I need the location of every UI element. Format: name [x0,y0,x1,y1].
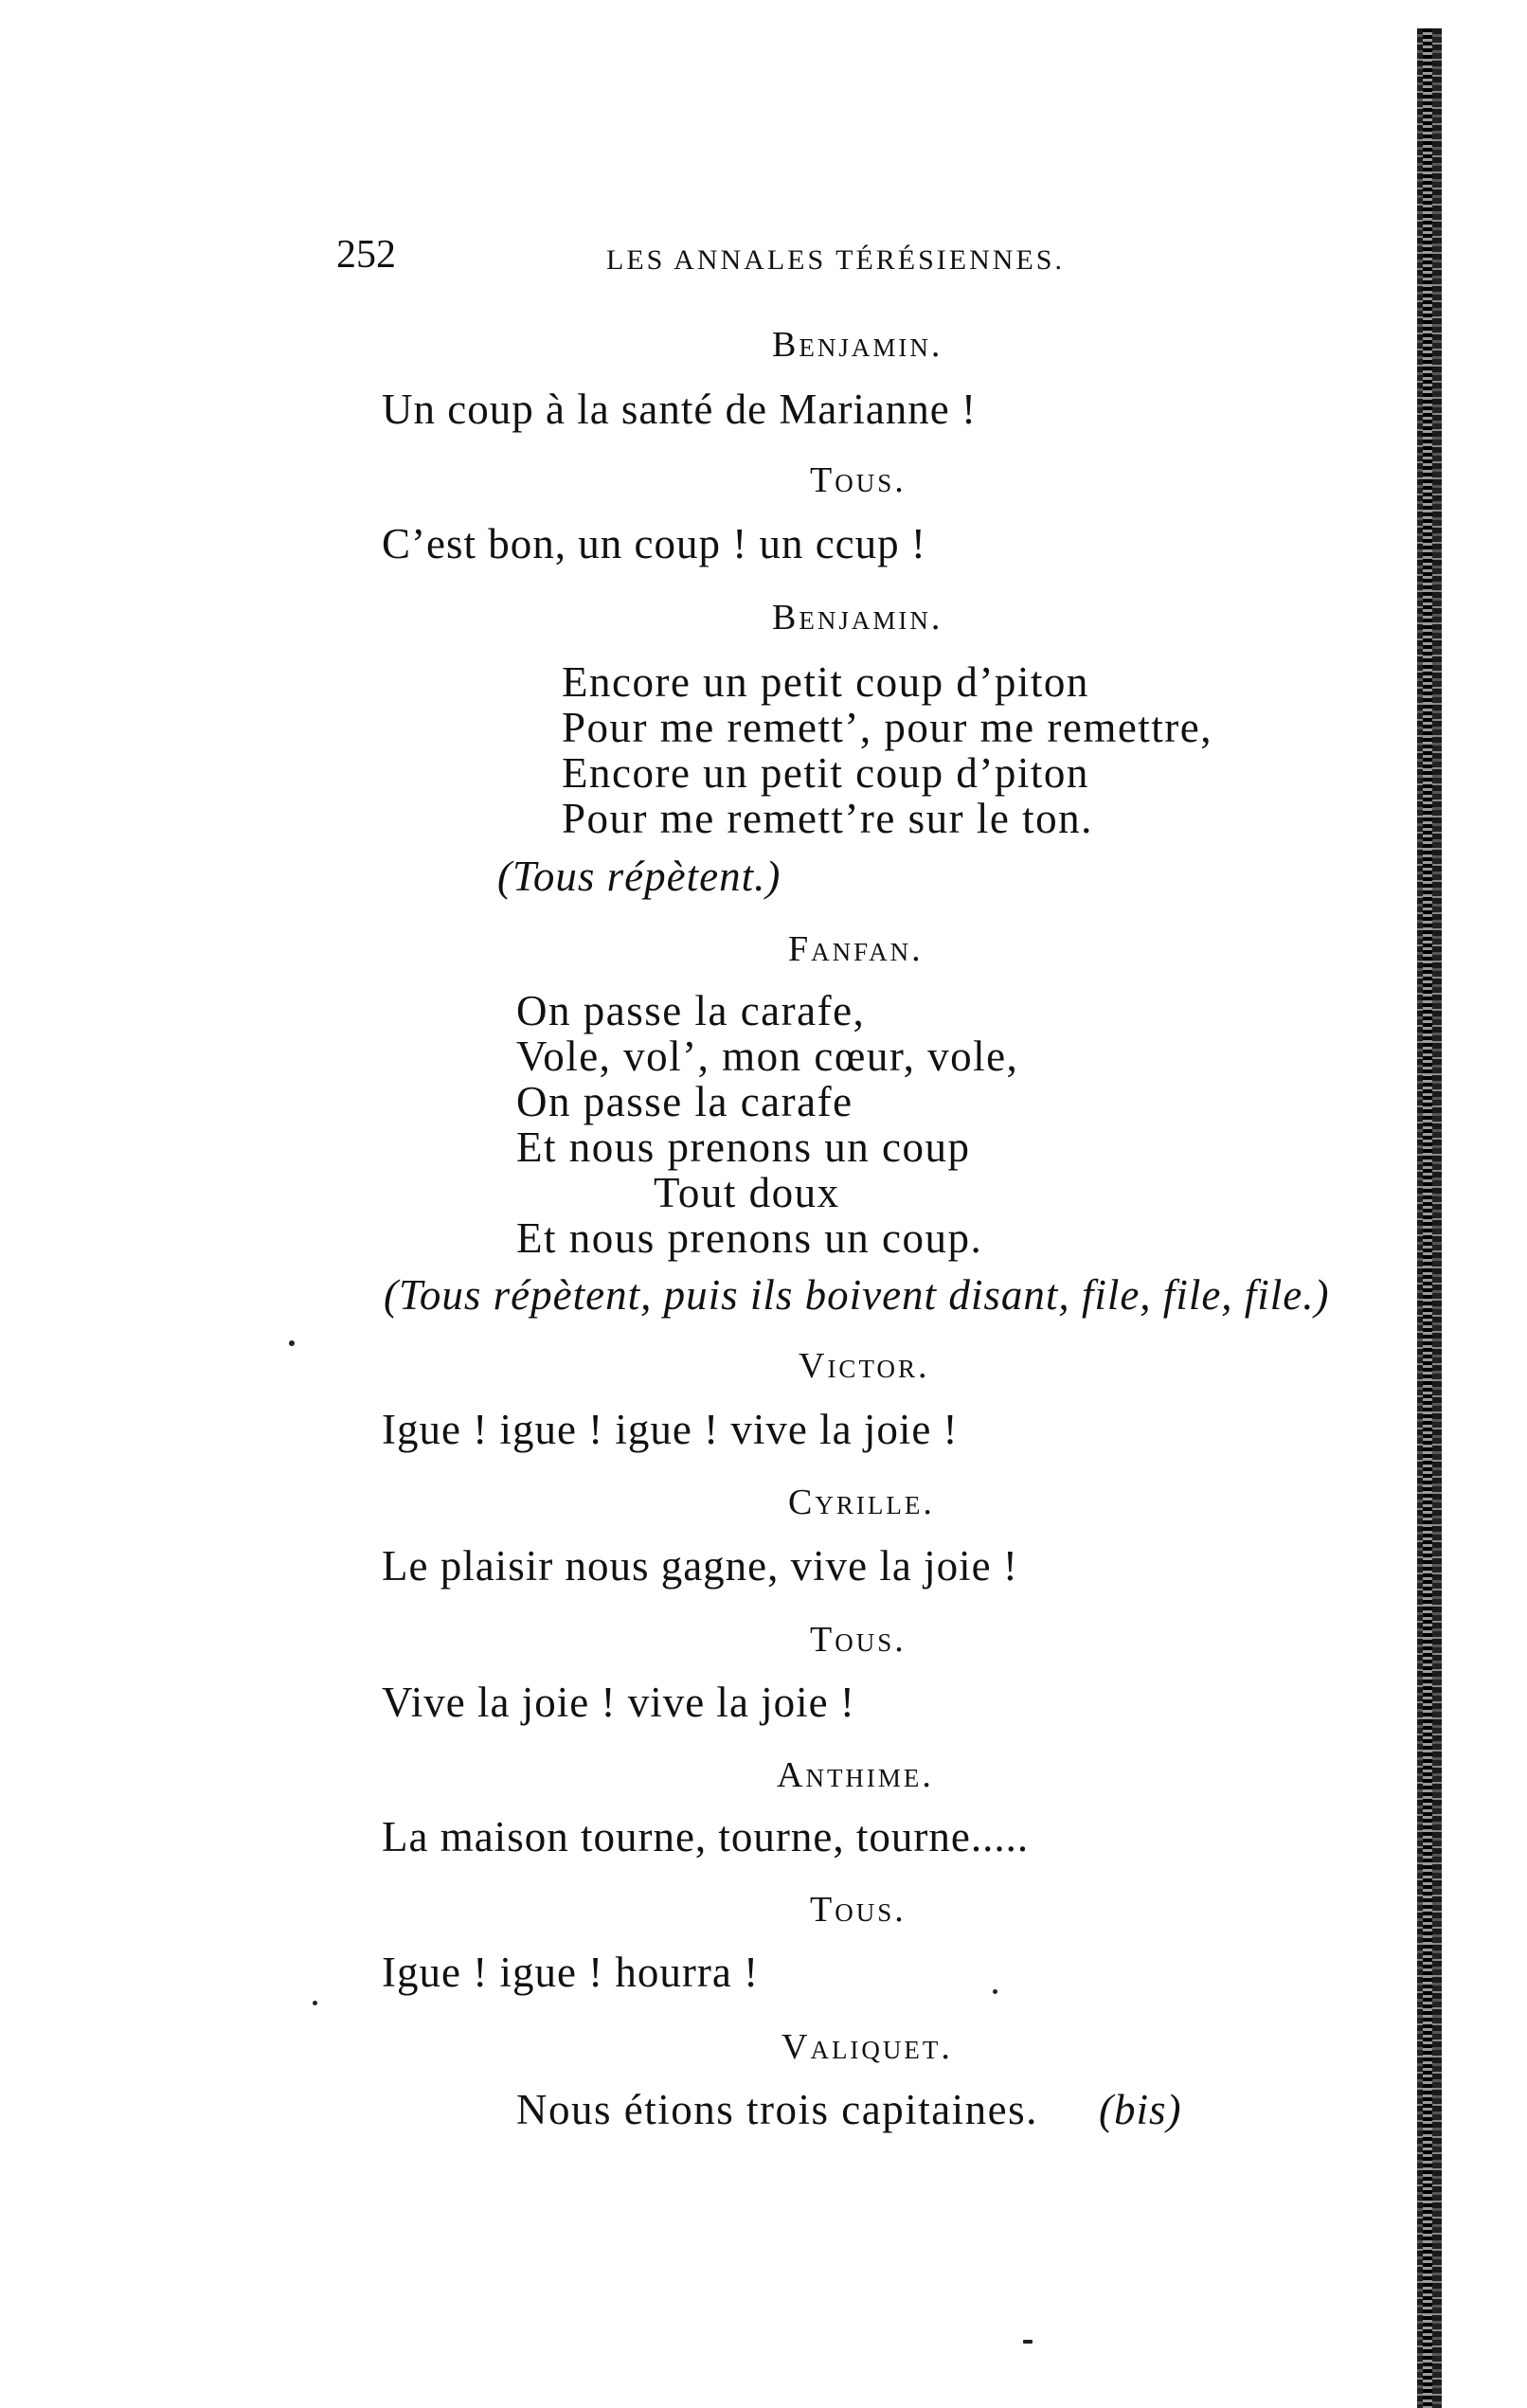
ink-speck [313,2001,317,2005]
ink-speck [289,1340,295,1346]
page-number: 252 [336,233,396,277]
ink-speck [993,1989,997,1994]
verse-line: Encore un petit coup d’piton [562,658,1089,706]
running-title: LES ANNALES TÉRÉSIENNES. [606,244,1065,276]
speaker-tous: Tous. [810,460,907,500]
speaker-cyrille: Cyrille. [788,1483,935,1522]
repeat-note: (bis) [1099,2086,1182,2133]
dialogue-line: La maison tourne, tourne, tourne..... [382,1813,1030,1860]
speaker-victor: Victor. [799,1346,930,1386]
speaker-fanfan: Fanfan. [788,929,924,969]
verse-line: Encore un petit coup d’piton [562,749,1089,797]
speaker-benjamin: Benjamin. [772,325,943,365]
stage-direction: (Tous répètent.) [497,853,781,900]
speaker-valiquet: Valiquet. [781,2027,953,2067]
speaker-tous: Tous. [810,1890,907,1930]
dialogue-line: Le plaisir nous gagne, vive la joie ! [382,1542,1018,1590]
verse-line: Pour me remett’, pour me remettre, [562,704,1213,751]
dialogue-line: Vive la joie ! vive la joie ! [382,1679,855,1726]
speaker-benjamin: Benjamin. [772,598,943,638]
speaker-anthime: Anthime. [777,1755,934,1795]
dialogue-line: Igue ! igue ! hourra ! [382,1949,760,1996]
ink-speck [1023,2340,1033,2344]
verse-line: On passe la carafe, [516,987,866,1034]
verse-line: Vole, vol’, mon cœur, vole, [516,1033,1019,1080]
verse-line: On passe la carafe [516,1078,853,1125]
dialogue-line: C’est bon, un coup ! un ccup ! [382,520,926,567]
verse-line: Et nous prenons un coup. [516,1214,983,1262]
dialogue-line: Un coup à la santé de Marianne ! [382,386,978,433]
verse-line: Pour me remett’re sur le ton. [562,795,1093,842]
scanned-page-edge [1417,28,1442,2408]
verse-line: Et nous prenons un coup [516,1123,971,1171]
dialogue-line: Igue ! igue ! igue ! vive la joie ! [382,1406,959,1453]
verse-line: Tout doux [654,1169,840,1216]
stage-direction: (Tous répètent, puis ils boivent disant, file, file, file.) [384,1271,1330,1319]
speaker-tous: Tous. [810,1620,907,1660]
verse-line: Nous étions trois capitaines. [516,2086,1038,2133]
